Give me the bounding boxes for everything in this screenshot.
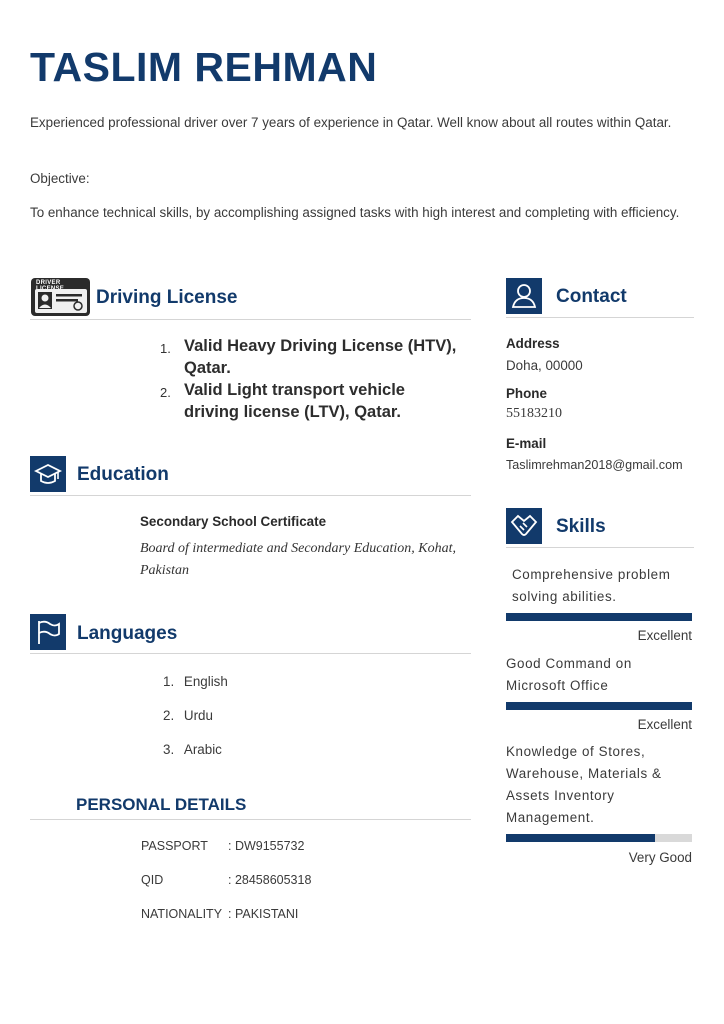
- skill-rating: Very Good: [628, 850, 692, 865]
- license-divider: [30, 319, 471, 320]
- license-item: [160, 379, 460, 423]
- education-board: Board of intermediate and Secondary Education, Kohat, Pakistan: [140, 541, 456, 578]
- contact-section-title: Contact: [556, 286, 627, 307]
- list-number: 1.: [163, 674, 175, 689]
- language-name: English: [183, 674, 228, 689]
- skill-bar-fill: [506, 834, 655, 842]
- skill-text: Comprehensive problem solving abilities.: [512, 567, 671, 604]
- skill-rating: Excellent: [637, 628, 692, 643]
- profile-summary: Experienced professional driver over 7 years of experience in Qatar. Well know about all routes within Qatar.: [30, 115, 672, 130]
- list-number: 1.: [160, 341, 171, 356]
- email-value[interactable]: Taslimrehman2018@gmail.com: [506, 458, 683, 472]
- objective-text: To enhance technical skills, by accomplishing assigned tasks with high interest and completing with efficiency.: [30, 205, 680, 220]
- contact-divider: [506, 317, 694, 318]
- skill-bar: [506, 702, 692, 710]
- languages-divider: [30, 653, 471, 654]
- language-name: Urdu: [183, 708, 213, 723]
- personal-details-title: PERSONAL DETAILS: [76, 795, 247, 814]
- license-item: [160, 335, 460, 377]
- language-item: [163, 742, 222, 757]
- education-section-title: Education: [77, 464, 169, 485]
- person-icon: [506, 278, 542, 314]
- license-section-title: Driving License: [96, 287, 238, 308]
- skill-bar-fill: [506, 613, 692, 621]
- skill-text: Knowledge of Stores, Warehouse, Materials & Assets Inventory Management.: [506, 744, 662, 825]
- skills-section-title: Skills: [556, 516, 606, 537]
- flag-icon: [30, 614, 66, 650]
- languages-section-title: Languages: [77, 623, 178, 644]
- id-card-caption: DRIVER: [36, 280, 61, 286]
- license-item-text: Valid Heavy Driving License (HTV), Qatar.: [184, 337, 457, 377]
- skill-text: Good Command on Microsoft Office: [506, 656, 632, 693]
- list-number: 2.: [163, 708, 175, 723]
- language-item: [163, 674, 228, 689]
- candidate-name: TASLIM REHMAN: [30, 44, 378, 90]
- skill-bar: [506, 613, 692, 621]
- language-item: [163, 708, 213, 723]
- objective-label: Objective:: [30, 171, 90, 186]
- education-divider: [30, 495, 471, 496]
- skill-bar-fill: [506, 702, 692, 710]
- handshake-icon: [506, 508, 542, 544]
- skills-divider: [506, 547, 694, 548]
- graduation-cap-icon: [30, 456, 66, 492]
- passport-value: : DW9155732: [228, 839, 305, 853]
- list-number: 2.: [160, 385, 171, 400]
- nationality-label: NATIONALITY: [141, 907, 223, 921]
- address-label: Address: [506, 336, 560, 351]
- language-name: Arabic: [183, 742, 222, 757]
- email-label: E-mail: [506, 436, 547, 451]
- qid-value: : 28458605318: [228, 873, 312, 887]
- nationality-value: : PAKISTANI: [228, 907, 299, 921]
- skill-bar: [506, 834, 692, 842]
- phone-value: 55183210: [506, 406, 562, 421]
- id-card-icon: [31, 278, 90, 316]
- personal-divider: [30, 819, 471, 820]
- education-degree: Secondary School Certificate: [140, 514, 327, 529]
- passport-label: PASSPORT: [141, 839, 208, 853]
- phone-label: Phone: [506, 386, 547, 401]
- skill-rating: Excellent: [637, 717, 692, 732]
- address-value: Doha, 00000: [506, 358, 583, 373]
- list-number: 3.: [163, 742, 175, 757]
- license-item-text: Valid Light transport vehicle driving license (LTV), Qatar.: [184, 381, 405, 421]
- qid-label: QID: [141, 873, 164, 887]
